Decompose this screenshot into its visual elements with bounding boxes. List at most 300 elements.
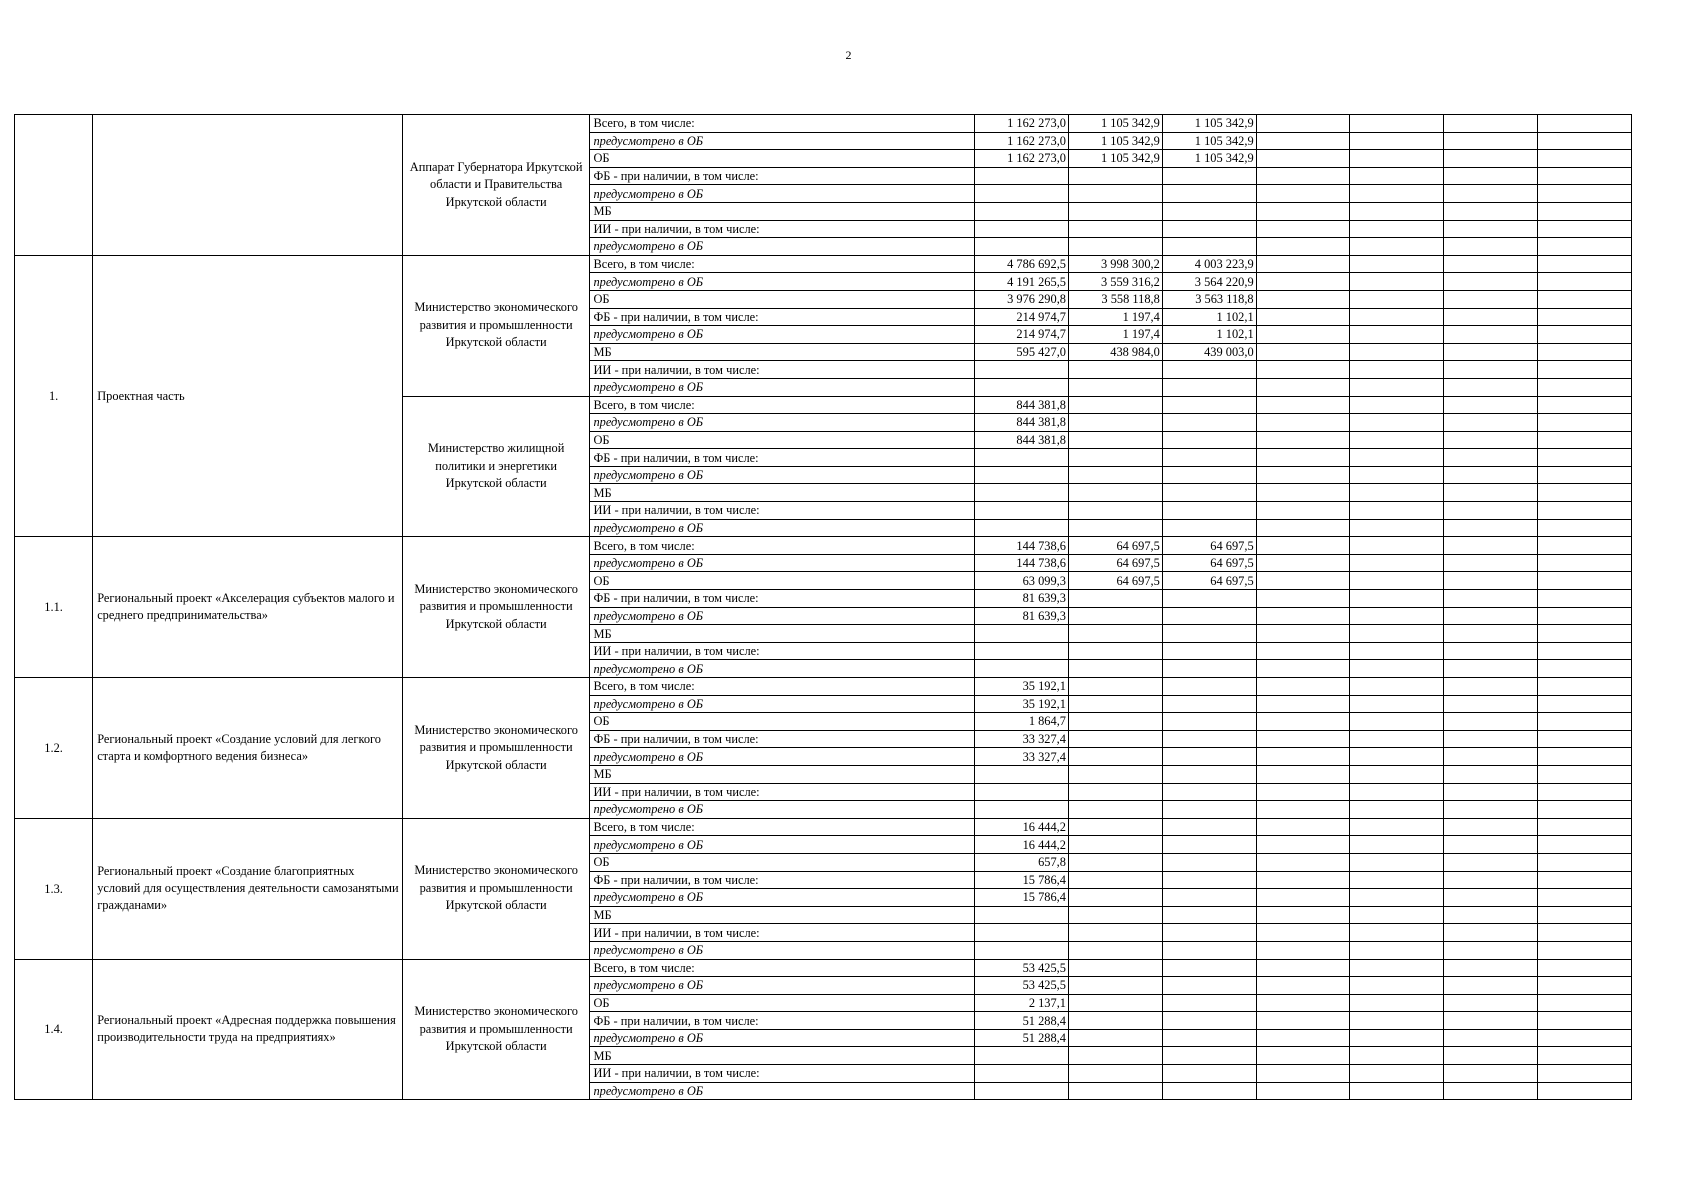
amount-cell: [1350, 1082, 1444, 1100]
amount-cell: [1444, 466, 1538, 484]
amount-cell: [1068, 607, 1162, 625]
amount-cell: [975, 625, 1069, 643]
amount-cell: [1538, 378, 1632, 396]
amount-cell: [1350, 765, 1444, 783]
funding-source: ОБ: [590, 572, 975, 590]
amount-cell: [1538, 1012, 1632, 1030]
amount-cell: [975, 801, 1069, 819]
amount-cell: [1538, 801, 1632, 819]
funding-source: ФБ - при наличии, в том числе:: [590, 590, 975, 608]
amount-cell: [1256, 185, 1350, 203]
amount-cell: [1538, 871, 1632, 889]
amount-cell: 3 976 290,8: [975, 290, 1069, 308]
funding-source: ОБ: [590, 713, 975, 731]
amount-cell: [1444, 889, 1538, 907]
funding-source: ФБ - при наличии, в том числе:: [590, 871, 975, 889]
amount-cell: [1162, 238, 1256, 256]
budget-table: [14, 114, 1632, 1100]
amount-cell: [1068, 449, 1162, 467]
amount-cell: [1350, 273, 1444, 291]
amount-cell: [1162, 519, 1256, 537]
amount-cell: [1256, 290, 1350, 308]
amount-cell: [1068, 642, 1162, 660]
amount-cell: [1068, 590, 1162, 608]
amount-cell: [1350, 1047, 1444, 1065]
amount-cell: [1538, 326, 1632, 344]
amount-cell: [1350, 220, 1444, 238]
amount-cell: [975, 378, 1069, 396]
amount-cell: [1350, 431, 1444, 449]
amount-cell: [1162, 1047, 1256, 1065]
amount-cell: [1538, 572, 1632, 590]
amount-cell: [1068, 414, 1162, 432]
amount-cell: 1 105 342,9: [1068, 132, 1162, 150]
amount-cell: 33 327,4: [975, 748, 1069, 766]
amount-cell: [1350, 590, 1444, 608]
amount-cell: 51 288,4: [975, 1012, 1069, 1030]
amount-cell: [1444, 255, 1538, 273]
amount-cell: [1162, 818, 1256, 836]
amount-cell: [1538, 361, 1632, 379]
executor-name: Министерство экономического развития и промышленности Иркутской области: [402, 537, 590, 678]
amount-cell: [1350, 783, 1444, 801]
amount-cell: [1162, 396, 1256, 414]
amount-cell: [1162, 449, 1256, 467]
amount-cell: [1068, 185, 1162, 203]
amount-cell: [1068, 396, 1162, 414]
amount-cell: [1256, 730, 1350, 748]
amount-cell: 64 697,5: [1068, 572, 1162, 590]
amount-cell: [1444, 625, 1538, 643]
amount-cell: 1 105 342,9: [1162, 115, 1256, 133]
amount-cell: 4 191 265,5: [975, 273, 1069, 291]
amount-cell: [1256, 977, 1350, 995]
amount-cell: [1538, 115, 1632, 133]
amount-cell: [1256, 748, 1350, 766]
amount-cell: [975, 361, 1069, 379]
amount-cell: [1068, 1047, 1162, 1065]
amount-cell: [1068, 1029, 1162, 1047]
amount-cell: [1162, 977, 1256, 995]
funding-source: МБ: [590, 625, 975, 643]
amount-cell: [1350, 924, 1444, 942]
amount-cell: [1538, 695, 1632, 713]
amount-cell: 3 559 316,2: [1068, 273, 1162, 291]
amount-cell: [1256, 150, 1350, 168]
funding-source: предусмотрено в ОБ: [590, 1029, 975, 1047]
amount-cell: 844 381,8: [975, 396, 1069, 414]
amount-cell: [1256, 466, 1350, 484]
table-row: [15, 678, 1632, 696]
amount-cell: [1350, 484, 1444, 502]
amount-cell: [1444, 572, 1538, 590]
funding-source: предусмотрено в ОБ: [590, 660, 975, 678]
amount-cell: [1068, 871, 1162, 889]
amount-cell: [1350, 1065, 1444, 1083]
amount-cell: [1350, 1012, 1444, 1030]
funding-source: предусмотрено в ОБ: [590, 801, 975, 819]
amount-cell: [1068, 1012, 1162, 1030]
amount-cell: [1162, 466, 1256, 484]
funding-source: Всего, в том числе:: [590, 537, 975, 555]
amount-cell: [1350, 255, 1444, 273]
amount-cell: [1444, 1065, 1538, 1083]
amount-cell: [1256, 308, 1350, 326]
amount-cell: 53 425,5: [975, 977, 1069, 995]
funding-source: предусмотрено в ОБ: [590, 414, 975, 432]
amount-cell: [1444, 783, 1538, 801]
table-row: [15, 537, 1632, 555]
amount-cell: [1256, 431, 1350, 449]
amount-cell: [1162, 167, 1256, 185]
item-name: [93, 115, 403, 256]
item-name: Региональный проект «Создание условий для легкого старта и комфортного ведения бизнеса»: [93, 678, 403, 819]
funding-source: ФБ - при наличии, в том числе:: [590, 308, 975, 326]
amount-cell: [1538, 607, 1632, 625]
funding-source: ОБ: [590, 431, 975, 449]
amount-cell: [1444, 308, 1538, 326]
amount-cell: [1538, 889, 1632, 907]
item-index: 1.1.: [15, 537, 93, 678]
amount-cell: [1350, 801, 1444, 819]
funding-source: Всего, в том числе:: [590, 255, 975, 273]
executor-name: Министерство экономического развития и промышленности Иркутской области: [402, 255, 590, 396]
amount-cell: [1350, 1029, 1444, 1047]
amount-cell: [1538, 836, 1632, 854]
funding-source: предусмотрено в ОБ: [590, 519, 975, 537]
amount-cell: [1256, 255, 1350, 273]
amount-cell: [1444, 1029, 1538, 1047]
amount-cell: [1538, 1082, 1632, 1100]
funding-source: ИИ - при наличии, в том числе:: [590, 1065, 975, 1083]
amount-cell: [1162, 959, 1256, 977]
amount-cell: [1538, 941, 1632, 959]
amount-cell: [1538, 1029, 1632, 1047]
amount-cell: [1256, 906, 1350, 924]
amount-cell: [1538, 660, 1632, 678]
amount-cell: 1 162 273,0: [975, 132, 1069, 150]
executor-name: Министерство экономического развития и промышленности Иркутской области: [402, 818, 590, 959]
amount-cell: [1068, 977, 1162, 995]
amount-cell: [1256, 1047, 1350, 1065]
amount-cell: [975, 765, 1069, 783]
amount-cell: [1444, 977, 1538, 995]
amount-cell: [975, 1065, 1069, 1083]
amount-cell: [975, 502, 1069, 520]
amount-cell: 1 105 342,9: [1068, 115, 1162, 133]
amount-cell: 595 427,0: [975, 343, 1069, 361]
amount-cell: [1162, 994, 1256, 1012]
amount-cell: 438 984,0: [1068, 343, 1162, 361]
amount-cell: 1 102,1: [1162, 308, 1256, 326]
amount-cell: [1162, 836, 1256, 854]
amount-cell: [1256, 1065, 1350, 1083]
amount-cell: [1256, 678, 1350, 696]
amount-cell: [1068, 1082, 1162, 1100]
amount-cell: [1444, 519, 1538, 537]
amount-cell: [1538, 537, 1632, 555]
amount-cell: [1068, 238, 1162, 256]
amount-cell: [1068, 748, 1162, 766]
amount-cell: 1 105 342,9: [1162, 150, 1256, 168]
amount-cell: [1068, 889, 1162, 907]
amount-cell: [1256, 414, 1350, 432]
amount-cell: [1162, 1029, 1256, 1047]
amount-cell: [1068, 906, 1162, 924]
amount-cell: [1538, 994, 1632, 1012]
amount-cell: [1162, 220, 1256, 238]
amount-cell: 53 425,5: [975, 959, 1069, 977]
amount-cell: [1350, 502, 1444, 520]
amount-cell: [1350, 572, 1444, 590]
amount-cell: [1068, 625, 1162, 643]
amount-cell: 1 197,4: [1068, 308, 1162, 326]
amount-cell: 1 864,7: [975, 713, 1069, 731]
amount-cell: [1538, 220, 1632, 238]
funding-source: ОБ: [590, 290, 975, 308]
amount-cell: [1538, 590, 1632, 608]
amount-cell: [1256, 554, 1350, 572]
amount-cell: [1444, 1082, 1538, 1100]
amount-cell: [1162, 484, 1256, 502]
amount-cell: [1162, 695, 1256, 713]
amount-cell: [1350, 642, 1444, 660]
amount-cell: [1444, 132, 1538, 150]
amount-cell: [1444, 994, 1538, 1012]
amount-cell: [1538, 959, 1632, 977]
amount-cell: [975, 185, 1069, 203]
funding-source: МБ: [590, 202, 975, 220]
amount-cell: 3 563 118,8: [1162, 290, 1256, 308]
funding-source: предусмотрено в ОБ: [590, 554, 975, 572]
amount-cell: [1538, 748, 1632, 766]
amount-cell: [1162, 941, 1256, 959]
funding-source: предусмотрено в ОБ: [590, 889, 975, 907]
amount-cell: [1350, 853, 1444, 871]
amount-cell: [1068, 660, 1162, 678]
amount-cell: [1444, 343, 1538, 361]
amount-cell: [1444, 906, 1538, 924]
item-name: Региональный проект «Создание благоприятных условий для осуществления деятельности самозанятыми гражданами»: [93, 818, 403, 959]
amount-cell: [975, 449, 1069, 467]
amount-cell: [1068, 713, 1162, 731]
funding-source: ИИ - при наличии, в том числе:: [590, 924, 975, 942]
funding-source: ИИ - при наличии, в том числе:: [590, 361, 975, 379]
amount-cell: [1256, 220, 1350, 238]
amount-cell: [1256, 853, 1350, 871]
amount-cell: 15 786,4: [975, 871, 1069, 889]
amount-cell: [1256, 115, 1350, 133]
item-name: Региональный проект «Адресная поддержка повышения производительности труда на предприятиях»: [93, 959, 403, 1100]
amount-cell: [1444, 431, 1538, 449]
amount-cell: [1444, 414, 1538, 432]
amount-cell: [1256, 924, 1350, 942]
amount-cell: [1538, 625, 1632, 643]
amount-cell: [1444, 660, 1538, 678]
amount-cell: [1162, 853, 1256, 871]
amount-cell: [975, 783, 1069, 801]
amount-cell: [1256, 818, 1350, 836]
executor-name: Аппарат Губернатора Иркутской области и Правительства Иркутской области: [402, 115, 590, 256]
amount-cell: [1444, 361, 1538, 379]
funding-source: ИИ - при наличии, в том числе:: [590, 642, 975, 660]
funding-source: предусмотрено в ОБ: [590, 1082, 975, 1100]
amount-cell: [1068, 994, 1162, 1012]
amount-cell: [975, 220, 1069, 238]
amount-cell: [1162, 765, 1256, 783]
amount-cell: 64 697,5: [1068, 554, 1162, 572]
amount-cell: [1162, 801, 1256, 819]
amount-cell: 1 197,4: [1068, 326, 1162, 344]
amount-cell: [1256, 484, 1350, 502]
funding-source: МБ: [590, 906, 975, 924]
amount-cell: [1538, 1065, 1632, 1083]
amount-cell: 2 137,1: [975, 994, 1069, 1012]
amount-cell: [1068, 783, 1162, 801]
amount-cell: [1350, 449, 1444, 467]
amount-cell: [1350, 290, 1444, 308]
amount-cell: [1350, 132, 1444, 150]
amount-cell: [975, 484, 1069, 502]
amount-cell: [1068, 801, 1162, 819]
amount-cell: [1444, 836, 1538, 854]
funding-source: предусмотрено в ОБ: [590, 326, 975, 344]
amount-cell: [1068, 466, 1162, 484]
amount-cell: [1162, 924, 1256, 942]
executor-name: Министерство жилищной политики и энергетики Иркутской области: [402, 396, 590, 537]
amount-cell: [1444, 502, 1538, 520]
amount-cell: [1444, 537, 1538, 555]
amount-cell: [1068, 519, 1162, 537]
amount-cell: [1538, 1047, 1632, 1065]
amount-cell: [1538, 255, 1632, 273]
amount-cell: [1538, 519, 1632, 537]
amount-cell: [1538, 853, 1632, 871]
amount-cell: [1538, 977, 1632, 995]
amount-cell: [1256, 326, 1350, 344]
amount-cell: [1444, 818, 1538, 836]
amount-cell: 3 998 300,2: [1068, 255, 1162, 273]
amount-cell: 1 102,1: [1162, 326, 1256, 344]
amount-cell: [1444, 730, 1538, 748]
amount-cell: [1256, 202, 1350, 220]
amount-cell: [1350, 607, 1444, 625]
funding-source: ОБ: [590, 150, 975, 168]
amount-cell: [975, 167, 1069, 185]
amount-cell: [1256, 378, 1350, 396]
funding-source: предусмотрено в ОБ: [590, 977, 975, 995]
item-index: [15, 115, 93, 256]
table-row: [15, 115, 1632, 133]
amount-cell: [1444, 959, 1538, 977]
amount-cell: [1068, 361, 1162, 379]
amount-cell: [1538, 765, 1632, 783]
amount-cell: 144 738,6: [975, 537, 1069, 555]
amount-cell: [1350, 836, 1444, 854]
amount-cell: [1256, 572, 1350, 590]
amount-cell: [1538, 906, 1632, 924]
amount-cell: [1350, 378, 1444, 396]
amount-cell: [1444, 185, 1538, 203]
amount-cell: [1162, 185, 1256, 203]
amount-cell: 3 558 118,8: [1068, 290, 1162, 308]
amount-cell: [1444, 590, 1538, 608]
amount-cell: [1350, 695, 1444, 713]
amount-cell: [1444, 642, 1538, 660]
amount-cell: 64 697,5: [1162, 572, 1256, 590]
amount-cell: [1068, 678, 1162, 696]
amount-cell: [975, 642, 1069, 660]
amount-cell: [1444, 765, 1538, 783]
amount-cell: [1350, 361, 1444, 379]
amount-cell: 844 381,8: [975, 431, 1069, 449]
amount-cell: [1444, 273, 1538, 291]
amount-cell: [1350, 678, 1444, 696]
amount-cell: [1162, 502, 1256, 520]
amount-cell: 16 444,2: [975, 818, 1069, 836]
amount-cell: [1444, 150, 1538, 168]
amount-cell: [1162, 678, 1256, 696]
amount-cell: [1350, 185, 1444, 203]
amount-cell: [975, 1047, 1069, 1065]
amount-cell: [1162, 1012, 1256, 1030]
amount-cell: [1256, 502, 1350, 520]
funding-source: ОБ: [590, 853, 975, 871]
amount-cell: [1444, 871, 1538, 889]
amount-cell: 1 105 342,9: [1162, 132, 1256, 150]
amount-cell: [1256, 537, 1350, 555]
amount-cell: [1256, 343, 1350, 361]
funding-source: предусмотрено в ОБ: [590, 836, 975, 854]
amount-cell: [1162, 713, 1256, 731]
amount-cell: [1444, 801, 1538, 819]
funding-source: Всего, в том числе:: [590, 818, 975, 836]
amount-cell: [1256, 1029, 1350, 1047]
funding-source: предусмотрено в ОБ: [590, 132, 975, 150]
amount-cell: [1538, 678, 1632, 696]
amount-cell: [1444, 167, 1538, 185]
funding-source: ФБ - при наличии, в том числе:: [590, 167, 975, 185]
amount-cell: [1256, 361, 1350, 379]
funding-source: Всего, в том числе:: [590, 115, 975, 133]
amount-cell: [1162, 607, 1256, 625]
amount-cell: [1256, 994, 1350, 1012]
amount-cell: [1538, 484, 1632, 502]
amount-cell: [1444, 449, 1538, 467]
amount-cell: [1162, 378, 1256, 396]
funding-source: предусмотрено в ОБ: [590, 748, 975, 766]
amount-cell: [1256, 642, 1350, 660]
amount-cell: [1538, 167, 1632, 185]
amount-cell: [1256, 871, 1350, 889]
funding-source: ИИ - при наличии, в том числе:: [590, 783, 975, 801]
amount-cell: [1444, 924, 1538, 942]
funding-source: предусмотрено в ОБ: [590, 185, 975, 203]
amount-cell: [1068, 730, 1162, 748]
amount-cell: [1350, 748, 1444, 766]
amount-cell: [1538, 132, 1632, 150]
item-index: 1.2.: [15, 678, 93, 819]
amount-cell: [1538, 150, 1632, 168]
amount-cell: [1444, 695, 1538, 713]
amount-cell: [1350, 414, 1444, 432]
amount-cell: 144 738,6: [975, 554, 1069, 572]
amount-cell: [1444, 238, 1538, 256]
amount-cell: [1538, 308, 1632, 326]
amount-cell: 35 192,1: [975, 678, 1069, 696]
amount-cell: [1444, 554, 1538, 572]
amount-cell: [1538, 818, 1632, 836]
